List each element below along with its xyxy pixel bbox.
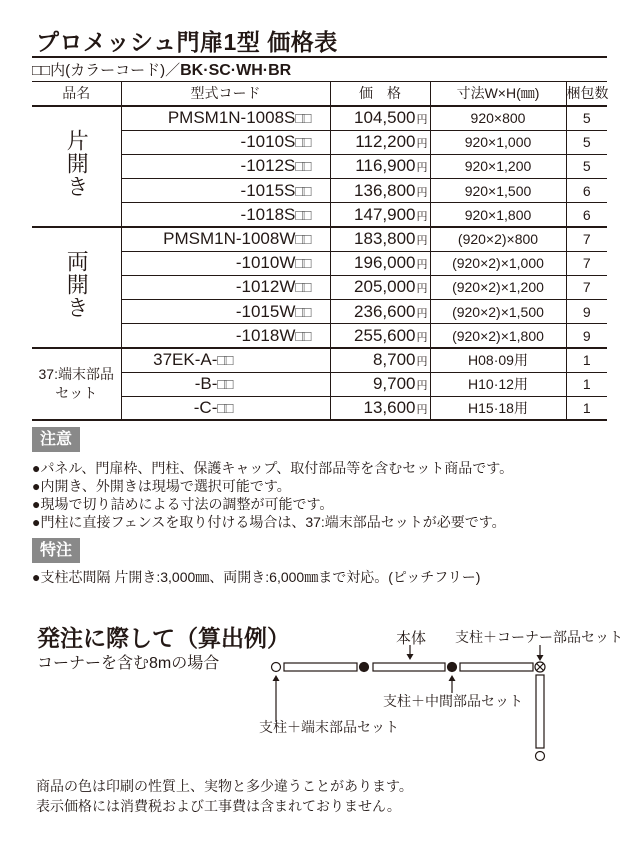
- caution-label: 注意: [32, 427, 80, 452]
- header-model-code: 型式コード: [121, 81, 330, 106]
- color-placeholder: □□: [295, 158, 310, 176]
- price: 13,600円: [330, 396, 430, 420]
- header-size: 寸法W×H(㎜): [430, 81, 566, 106]
- color-placeholder: □□: [295, 279, 310, 297]
- caution-item: ●内開き、外開きは現場で選択可能です。: [32, 478, 291, 494]
- price: 104,500円: [330, 106, 430, 130]
- price: 112,200円: [330, 130, 430, 154]
- size: 920×800: [430, 106, 566, 130]
- label-end-post: 支柱＋端末部品セット: [259, 719, 399, 735]
- price: 116,900円: [330, 154, 430, 178]
- model-code: 37EK-A-□□: [121, 348, 330, 372]
- corner-post-icon: [535, 662, 545, 672]
- size: (920×2)×1,200: [430, 275, 566, 299]
- package-count: 9: [566, 300, 607, 324]
- model-code: PMSM1N-1008W□□: [121, 227, 330, 251]
- size: 920×1,800: [430, 203, 566, 227]
- label-body: 本体: [396, 630, 427, 647]
- panel-icon: [460, 663, 533, 671]
- package-count: 5: [566, 154, 607, 178]
- color-placeholder: □□: [217, 376, 232, 394]
- header-price: 価 格: [330, 81, 430, 106]
- page-title: プロメッシュ門扉1型 価格表: [36, 29, 338, 55]
- color-placeholder: □□: [217, 400, 232, 418]
- color-placeholder: □□: [295, 303, 310, 321]
- size: H08·09用: [430, 348, 566, 372]
- model-code: -1018S□□: [121, 203, 330, 227]
- package-count: 6: [566, 203, 607, 227]
- model-code: -1015S□□: [121, 179, 330, 203]
- panel-vertical-icon: [536, 675, 544, 748]
- color-placeholder: □□: [295, 134, 310, 152]
- middle-post-icon: [360, 663, 369, 672]
- panel-icon: [284, 663, 357, 671]
- model-code: -B-□□: [121, 372, 330, 396]
- size: (920×2)×1,800: [430, 324, 566, 348]
- model-code: -1010W□□: [121, 251, 330, 275]
- price: 136,800円: [330, 179, 430, 203]
- caution-item: ●門柱に直接フェンスを取り付ける場合は、37:端末部品セットが必要です。: [32, 514, 506, 530]
- model-code: -1012S□□: [121, 154, 330, 178]
- color-code-prefix: □□内(カラーコード)／: [32, 61, 181, 79]
- size: (920×2)×1,000: [430, 251, 566, 275]
- model-code: PMSM1N-1008S□□: [121, 106, 330, 130]
- price: 255,600円: [330, 324, 430, 348]
- size: (920×2)×1,500: [430, 300, 566, 324]
- group-name-end-parts-set: 37:端末部品 セット: [32, 348, 121, 421]
- price: 147,900円: [330, 203, 430, 227]
- size: 920×1,200: [430, 154, 566, 178]
- group-name-single-swing: 片開き: [32, 106, 121, 227]
- special-order-item: ●支柱芯間隔 片開き:3,000㎜、両開き:6,000㎜まで対応。(ピッチフリー): [32, 569, 481, 585]
- price: 8,700円: [330, 348, 430, 372]
- price: 9,700円: [330, 372, 430, 396]
- size: 920×1,500: [430, 179, 566, 203]
- end-post-icon: [536, 752, 545, 761]
- size: H10·12用: [430, 372, 566, 396]
- color-placeholder: □□: [295, 231, 310, 249]
- size: H15·18用: [430, 396, 566, 420]
- special-order-label: 特注: [32, 538, 80, 563]
- color-placeholder: □□: [295, 255, 310, 273]
- package-count: 1: [566, 348, 607, 372]
- package-count: 7: [566, 275, 607, 299]
- package-count: 6: [566, 179, 607, 203]
- header-package-count: 梱包数: [566, 81, 607, 106]
- package-count: 5: [566, 106, 607, 130]
- model-code: -C-□□: [121, 396, 330, 420]
- price: 183,800円: [330, 227, 430, 251]
- header-product-name: 品名: [32, 81, 121, 106]
- color-placeholder: □□: [295, 182, 310, 200]
- package-count: 7: [566, 227, 607, 251]
- middle-post-icon: [448, 663, 457, 672]
- example-heading: 発注に際して（算出例）: [37, 625, 290, 651]
- color-placeholder: □□: [295, 206, 310, 224]
- model-code: -1015W□□: [121, 300, 330, 324]
- example-subheading: コーナーを含む8mの場合: [37, 655, 220, 672]
- package-count: 7: [566, 251, 607, 275]
- color-placeholder: □□: [295, 327, 310, 345]
- package-count: 1: [566, 372, 607, 396]
- footer-note: 商品の色は印刷の性質上、実物と多少違うことがあります。: [36, 778, 413, 794]
- end-post-icon: [272, 663, 281, 672]
- caution-item: ●パネル、門扉枠、門柱、保護キャップ、取付部品等を含むセット商品です。: [32, 460, 514, 476]
- footer-note: 表示価格には消費税および工事費は含まれておりません。: [36, 798, 401, 814]
- price: 236,600円: [330, 300, 430, 324]
- model-code: -1018W□□: [121, 324, 330, 348]
- size: (920×2)×800: [430, 227, 566, 251]
- panel-icon: [373, 663, 445, 671]
- caution-item: ●現場で切り詰めによる寸法の調整が可能です。: [32, 496, 334, 512]
- group-name-double-swing: 両開き: [32, 227, 121, 348]
- package-count: 1: [566, 396, 607, 420]
- model-code: -1012W□□: [121, 275, 330, 299]
- color-placeholder: □□: [295, 110, 310, 128]
- size: 920×1,000: [430, 130, 566, 154]
- model-code: -1010S□□: [121, 130, 330, 154]
- package-count: 9: [566, 324, 607, 348]
- color-placeholder: □□: [217, 352, 232, 370]
- package-count: 5: [566, 130, 607, 154]
- price: 196,000円: [330, 251, 430, 275]
- price: 205,000円: [330, 275, 430, 299]
- label-middle-post: 支柱＋中間部品セット: [383, 693, 523, 709]
- label-corner-post: 支柱＋コーナー部品セット: [455, 629, 623, 645]
- color-codes: BK·SC·WH·BR: [180, 61, 292, 79]
